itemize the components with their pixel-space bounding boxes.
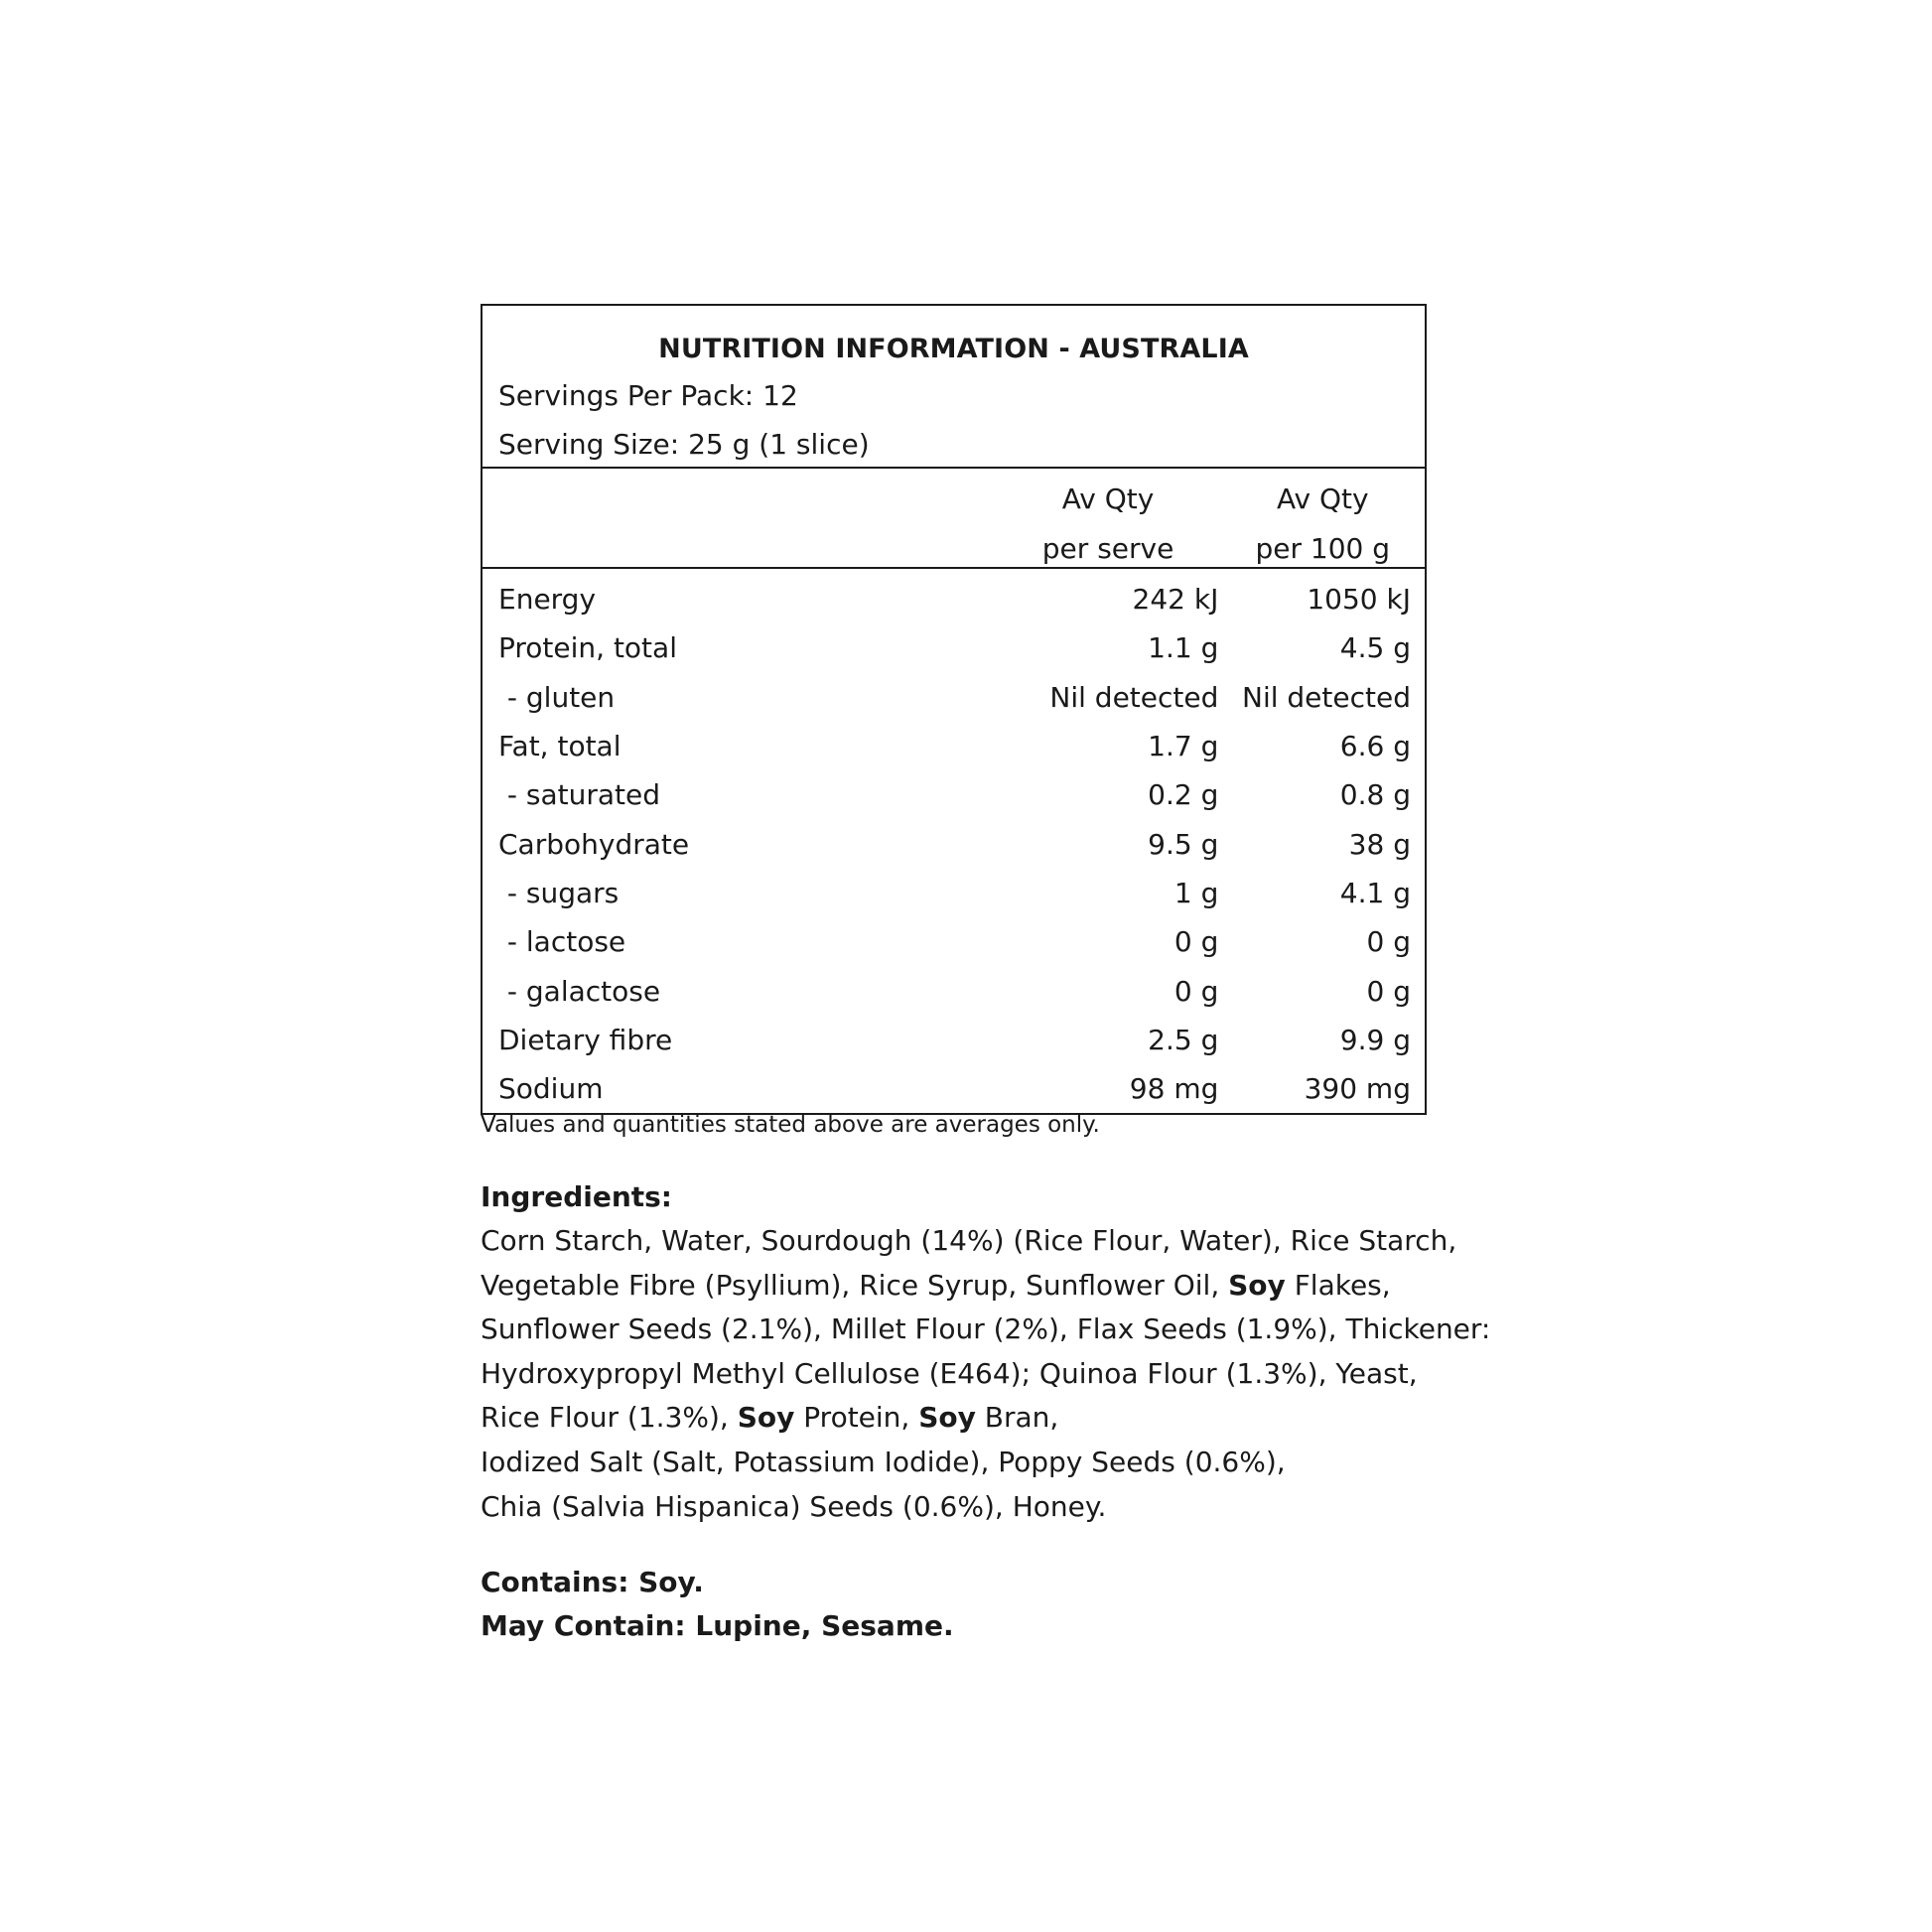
per-100g-header [1221, 475, 1425, 567]
ingredients-text: Vegetable Fibre (Psyllium), Rice Syrup, Sunflower Oil, [481, 1268, 1229, 1302]
may-contain-statement: May Contain: Lupine, Sesame. [481, 1609, 954, 1642]
per-serve-header [996, 475, 1221, 567]
per-100g-value: 9.9 g [1339, 1023, 1411, 1056]
per-serve-value: 0 g [1173, 925, 1219, 959]
table-row [483, 917, 1425, 966]
nutrient-label: Sodium [498, 1072, 604, 1106]
contains-statement: Contains: Soy. [481, 1566, 704, 1598]
servings-per-pack: Servings Per Pack: 12 [498, 379, 798, 412]
per-100g-value: 1050 kJ [1307, 583, 1411, 617]
per-serve-value: 1.7 g [1148, 730, 1219, 763]
ingredients-line: Hydroxypropyl Methyl Cellulose (E464); Quinoa Flour (1.3%), Yeast, [481, 1356, 1418, 1390]
ingredients-text: Protein, [794, 1401, 919, 1435]
allergen-highlight: Soy [918, 1401, 976, 1435]
table-row [483, 673, 1425, 722]
nutrient-label: Fat, total [498, 730, 621, 763]
per-100g-value: 0.8 g [1339, 778, 1411, 812]
nutrient-label: Protein, total [498, 631, 677, 665]
allergen-statement [481, 1561, 954, 1648]
ingredients-line: Sunflower Seeds (2.1%), Millet Flour (2%), Flax Seeds (1.9%), Thickener: [481, 1312, 1491, 1346]
ingredients-text: Rice Flour (1.3%), [481, 1401, 738, 1435]
panel-title: NUTRITION INFORMATION - AUSTRALIA [658, 334, 1249, 364]
per-100g-value: 38 g [1348, 827, 1411, 861]
serving-size: Serving Size: 25 g (1 slice) [498, 428, 870, 461]
ingredients-line [481, 1264, 1493, 1309]
per-serve-value: 1.1 g [1148, 631, 1219, 665]
ingredients-text: Bran, [975, 1401, 1059, 1435]
ingredients-line: Corn Starch, Water, Sourdough (14%) (Rice Flour, Water), Rice Starch, [481, 1224, 1457, 1257]
allergen-highlight: Soy [737, 1401, 795, 1435]
per-serve-value: 98 mg [1129, 1072, 1219, 1106]
nutrition-panel [481, 304, 1427, 1115]
per-serve-value: Nil detected [1049, 680, 1219, 714]
per-serve-value: 0.2 g [1148, 778, 1219, 812]
per-100g-value: 0 g [1366, 925, 1411, 959]
table-row [483, 1016, 1425, 1064]
table-row [483, 722, 1425, 770]
ingredients-line [481, 1396, 1493, 1441]
per-100g-value: Nil detected [1242, 680, 1411, 714]
nutrient-label: - lactose [498, 925, 626, 959]
table-row [483, 1064, 1425, 1113]
per-100g-header-line2: per 100 g [1255, 532, 1391, 565]
per-100g-value: 4.5 g [1339, 631, 1411, 665]
allergen-highlight: Soy [1228, 1268, 1286, 1302]
ingredients-line: Iodized Salt (Salt, Potassium Iodide), Poppy Seeds (0.6%), [481, 1445, 1286, 1478]
per-serve-value: 1 g [1173, 876, 1219, 909]
table-row [483, 623, 1425, 672]
per-serve-value: 2.5 g [1148, 1023, 1219, 1056]
per-100g-value: 390 mg [1304, 1072, 1411, 1106]
nutrient-label: - saturated [498, 778, 661, 812]
per-serve-value: 9.5 g [1148, 827, 1219, 861]
table-row [483, 575, 1425, 623]
per-100g-value: 6.6 g [1339, 730, 1411, 763]
per-100g-value: 4.1 g [1339, 876, 1411, 909]
table-row [483, 819, 1425, 868]
panel-header [483, 306, 1425, 469]
ingredients-line: Chia (Salvia Hispanica) Seeds (0.6%), Honey. [481, 1489, 1107, 1523]
nutrient-label: Carbohydrate [498, 827, 690, 861]
nutrient-label: - gluten [498, 680, 616, 714]
ingredients-text: Flakes, [1285, 1268, 1391, 1302]
nutrient-label: Dietary fibre [498, 1023, 673, 1056]
ingredients-heading: Ingredients: [481, 1180, 673, 1213]
nutrient-label: Energy [498, 583, 597, 617]
ingredients-section [481, 1175, 1493, 1529]
per-100g-header-line1: Av Qty [1276, 483, 1369, 515]
per-serve-value: 0 g [1173, 974, 1219, 1008]
per-serve-header-line2: per serve [1041, 532, 1174, 565]
nutrient-label: - sugars [498, 876, 620, 909]
table-row [483, 966, 1425, 1015]
per-100g-value: 0 g [1366, 974, 1411, 1008]
table-row [483, 770, 1425, 819]
per-serve-header-line1: Av Qty [1061, 483, 1155, 515]
nutrient-label: - galactose [498, 974, 661, 1008]
table-row [483, 869, 1425, 917]
averages-footnote: Values and quantities stated above are averages only. [481, 1112, 1100, 1138]
per-serve-value: 242 kJ [1132, 583, 1219, 617]
column-headers [483, 469, 1425, 569]
label-column-spacer [483, 475, 996, 567]
nutrient-rows [483, 569, 1425, 1113]
